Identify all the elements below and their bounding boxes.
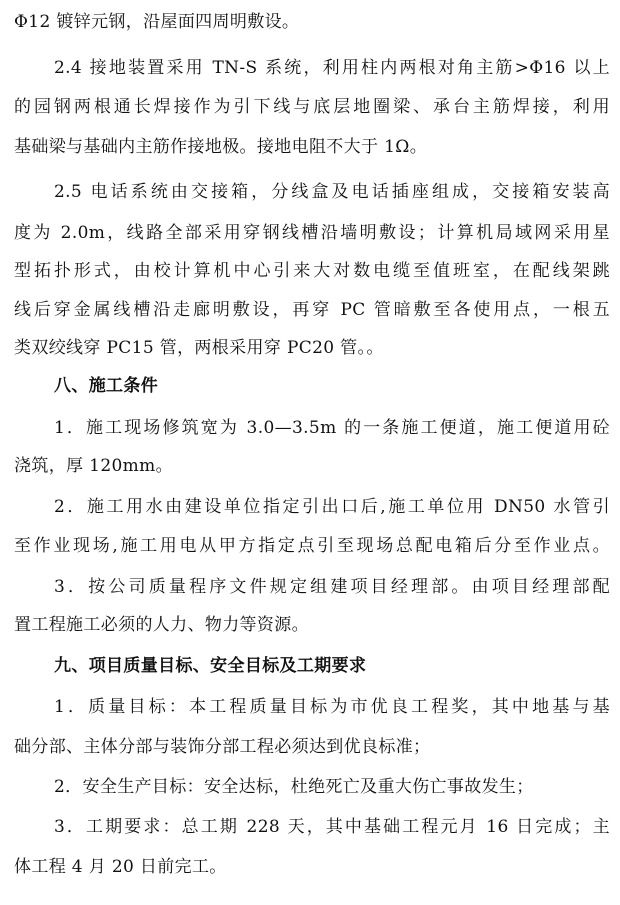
text-line: 的园钢两根通长焊接作为引下线与底层地圈梁、承台主筋焊接，利用	[14, 97, 610, 117]
text-line: 线后穿金属线槽沿走廊明敷设，再穿 PC 管暗敷至各使用点，一根五	[14, 300, 610, 320]
text-line: 2．安全生产目标：安全达标，杜绝死亡及重大伤亡事故发生；	[54, 777, 534, 797]
text-line: 基础梁与基础内主筋作接地极。接地电阻不大于 1Ω。	[14, 137, 428, 157]
text-line: 础分部、主体分部与装饰分部工程必须达到优良标准；	[14, 737, 431, 757]
text-line: 3．按公司质量程序文件规定组建项目经理部。由项目经理部配	[54, 577, 610, 597]
text-line: Φ12 镀锌元钢，沿屋面四周明敷设。	[14, 12, 300, 32]
text-line: 型拓扑形式，由校计算机中心引来大对数电缆至值班室，在配线架跳	[14, 261, 610, 281]
text-line: 类双绞线穿 PC15 管，两根采用穿 PC20 管。。	[14, 338, 384, 358]
section-heading: 九、项目质量目标、安全目标及工期要求	[54, 656, 367, 676]
section-heading: 八、施工条件	[54, 376, 159, 396]
text-line: 至作业现场,施工用电从甲方指定点引至现场总配电箱后分至作业点。	[14, 536, 610, 556]
text-line: 1．质量目标：本工程质量目标为市优良工程奖，其中地基与基	[54, 697, 610, 717]
text-line: 2．施工用水由建设单位指定引出口后,施工单位用 DN50 水管引	[54, 497, 610, 517]
text-line: 3．工期要求：总工期 228 天，其中基础工程元月 16 日完成；主	[54, 817, 610, 837]
text-line: 度为 2.0m，线路全部采用穿钢线槽沿墙明敷设；计算机局域网采用星	[14, 223, 610, 243]
text-line: 浇筑，厚 120mm。	[14, 456, 173, 476]
text-line: 体工程 4 月 20 日前完工。	[14, 857, 227, 877]
text-line: 置工程施工必须的人力、物力等资源。	[14, 615, 309, 635]
text-line: 2.4 接地装置采用 TN-S 系统，利用柱内两根对角主筋>Φ16 以上	[54, 58, 610, 78]
text-line: 1．施工现场修筑宽为 3.0—3.5m 的一条施工便道，施工便道用砼	[54, 418, 610, 438]
text-line: 2.5 电话系统由交接箱，分线盒及电话插座组成，交接箱安装高	[54, 182, 610, 202]
